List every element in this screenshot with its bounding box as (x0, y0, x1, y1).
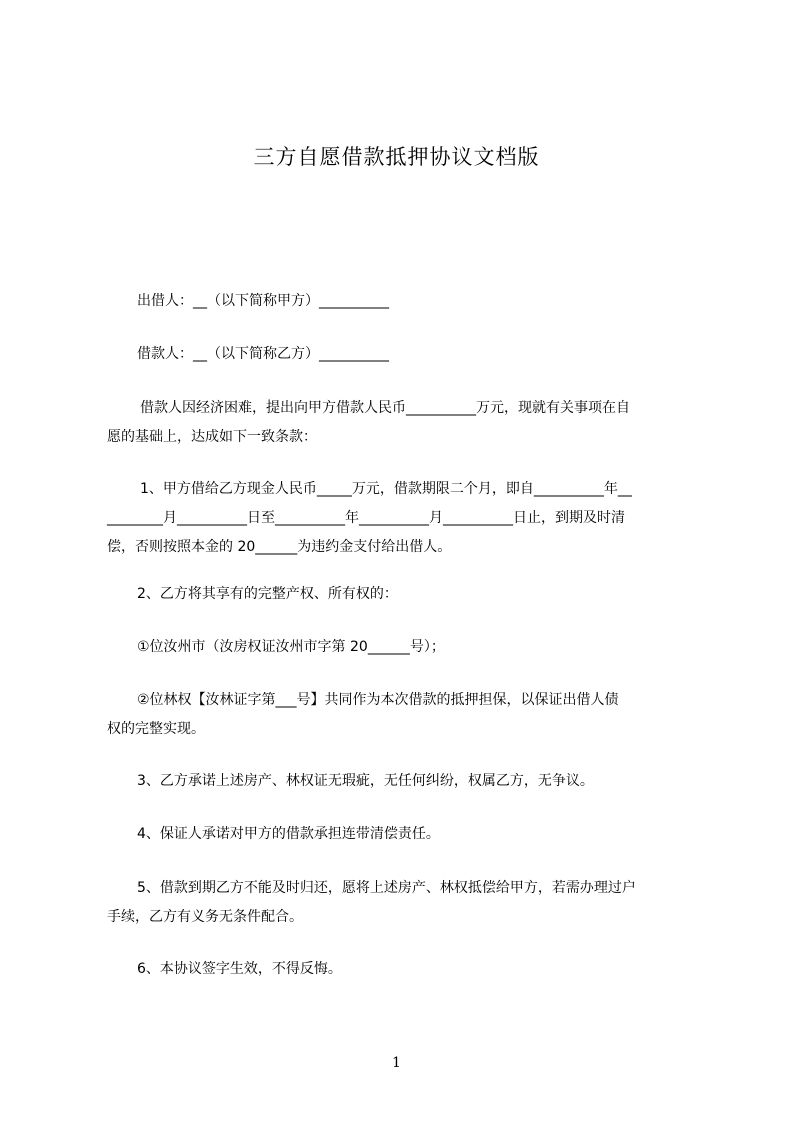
intro-line-2: 愿的基础上，达成如下一致条款： (107, 429, 317, 445)
clause-5-line-1: 5、借款到期乙方不能及时归还，愿将上述房产、林权抵偿给甲方，若需办理过户 (137, 880, 636, 896)
item-1-paragraph: ①位汝州市（汝房权证汝州市字第 20______号）； (137, 639, 445, 655)
clause-5-paragraph (107, 874, 707, 932)
intro-paragraph (107, 394, 707, 452)
clause-1-line-2: ________月__________日至__________年__________月__________日止，到期及时清 (107, 510, 625, 526)
clause-3-paragraph: 3、乙方承诺上述房产、林权证无瑕疵，无任何纠纷，权属乙方，无争议。 (137, 773, 594, 789)
clause-4-paragraph: 4、保证人承诺对甲方的借款承担连带清偿责任。 (137, 826, 440, 842)
borrower-line: 借款人：__（以下简称乙方）__________ (137, 346, 389, 362)
clause-6-paragraph: 6、本协议签字生效，不得反悔。 (137, 961, 342, 977)
page-number: 1 (392, 1055, 401, 1071)
item-2-line-1: ②位林权【汝林证字第___号】共同作为本次借款的抵押担保，以保证出借人债 (137, 692, 619, 708)
item-2-line-2: 权的完整实现。 (107, 721, 205, 737)
document-title: 三方自愿借款抵押协议文档版 (253, 145, 540, 169)
item-2-paragraph (107, 686, 707, 744)
clause-1-line-1: 1、甲方借给乙方现金人民币_____万元，借款期限二个月，即自__________年__ (140, 481, 632, 497)
intro-line-1: 借款人因经济困难，提出向甲方借款人民币__________万元，现就有关事项在自 (140, 400, 630, 416)
clause-2-paragraph: 2、乙方将其享有的完整产权、所有权的： (137, 586, 398, 602)
clause-1-paragraph (107, 475, 707, 562)
lender-line: 出借人：__（以下简称甲方）__________ (137, 293, 389, 309)
clause-1-line-3: 偿，否则按照本金的 20______为违约金支付给出借人。 (107, 539, 452, 555)
clause-5-line-2: 手续，乙方有义务无条件配合。 (107, 909, 303, 925)
